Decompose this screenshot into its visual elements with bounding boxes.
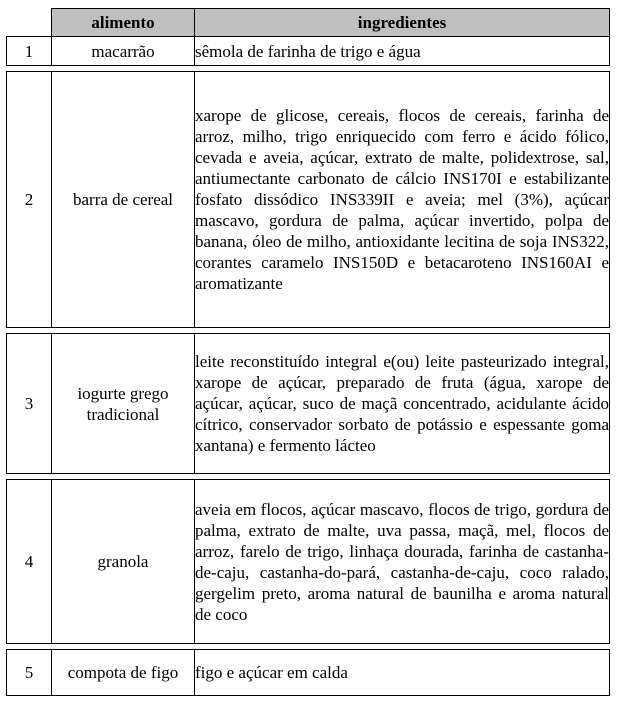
table-header-row bbox=[7, 9, 610, 37]
ingredients-text: sêmola de farinha de trigo e água bbox=[195, 37, 610, 66]
ingredients-text: leite reconstituído integral e(ou) leite pasteurizado integral, xarope de açúcar, preparado de fruta (água, xarope de açúcar, açúcar, suco de maçã concentrado, acidulante ácido cítrico, conservador sorbato de potássio e espessante goma xantana) e fermento lácteo bbox=[195, 334, 610, 474]
ingredients-text: aveia em flocos, açúcar mascavo, flocos de trigo, gordura de palma, extrato de malte, uva passa, maçã, mel, flocos de arroz, farelo de trigo, linhaça dourada, farinha de castanha-de-caju, castanha-do-pará, castanha-de-caju, coco ralado, gergelim preto, aroma natural de baunilha e aroma natural de coco bbox=[195, 480, 610, 644]
table-row bbox=[7, 650, 610, 696]
ingredients-text: figo e açúcar em calda bbox=[195, 650, 610, 696]
header-corner-cell bbox=[7, 9, 52, 37]
table-row bbox=[7, 72, 610, 328]
row-number: 5 bbox=[7, 650, 52, 696]
row-number: 2 bbox=[7, 72, 52, 328]
table-row bbox=[7, 480, 610, 644]
header-ingredientes: ingredientes bbox=[195, 9, 610, 37]
table-row bbox=[7, 334, 610, 474]
food-name: iogurte grego tradicional bbox=[52, 334, 195, 474]
ingredients-text: xarope de glicose, cereais, flocos de cereais, farinha de arroz, milho, trigo enriquecido com ferro e ácido fólico, cevada e aveia, açúcar, extrato de malte, polidextrose, sal, antiumectante carbonato de cálcio INS170I e estabilizante fosfato dissódico INS339II e aveia; mel (3%), açúcar mascavo, gordura de palma, açúcar invertido, polpa de banana, óleo de milho, antioxidante lecitina de soja INS322, corantes caramelo INS150D e betacaroteno INS160AI e aromatizante bbox=[195, 72, 610, 328]
food-ingredients-table bbox=[6, 8, 610, 696]
food-name: macarrão bbox=[52, 37, 195, 66]
row-number: 1 bbox=[7, 37, 52, 66]
food-name: granola bbox=[52, 480, 195, 644]
table-row bbox=[7, 37, 610, 66]
row-number: 4 bbox=[7, 480, 52, 644]
header-alimento: alimento bbox=[52, 9, 195, 37]
food-name: barra de cereal bbox=[52, 72, 195, 328]
row-number: 3 bbox=[7, 334, 52, 474]
food-name: compota de figo bbox=[52, 650, 195, 696]
